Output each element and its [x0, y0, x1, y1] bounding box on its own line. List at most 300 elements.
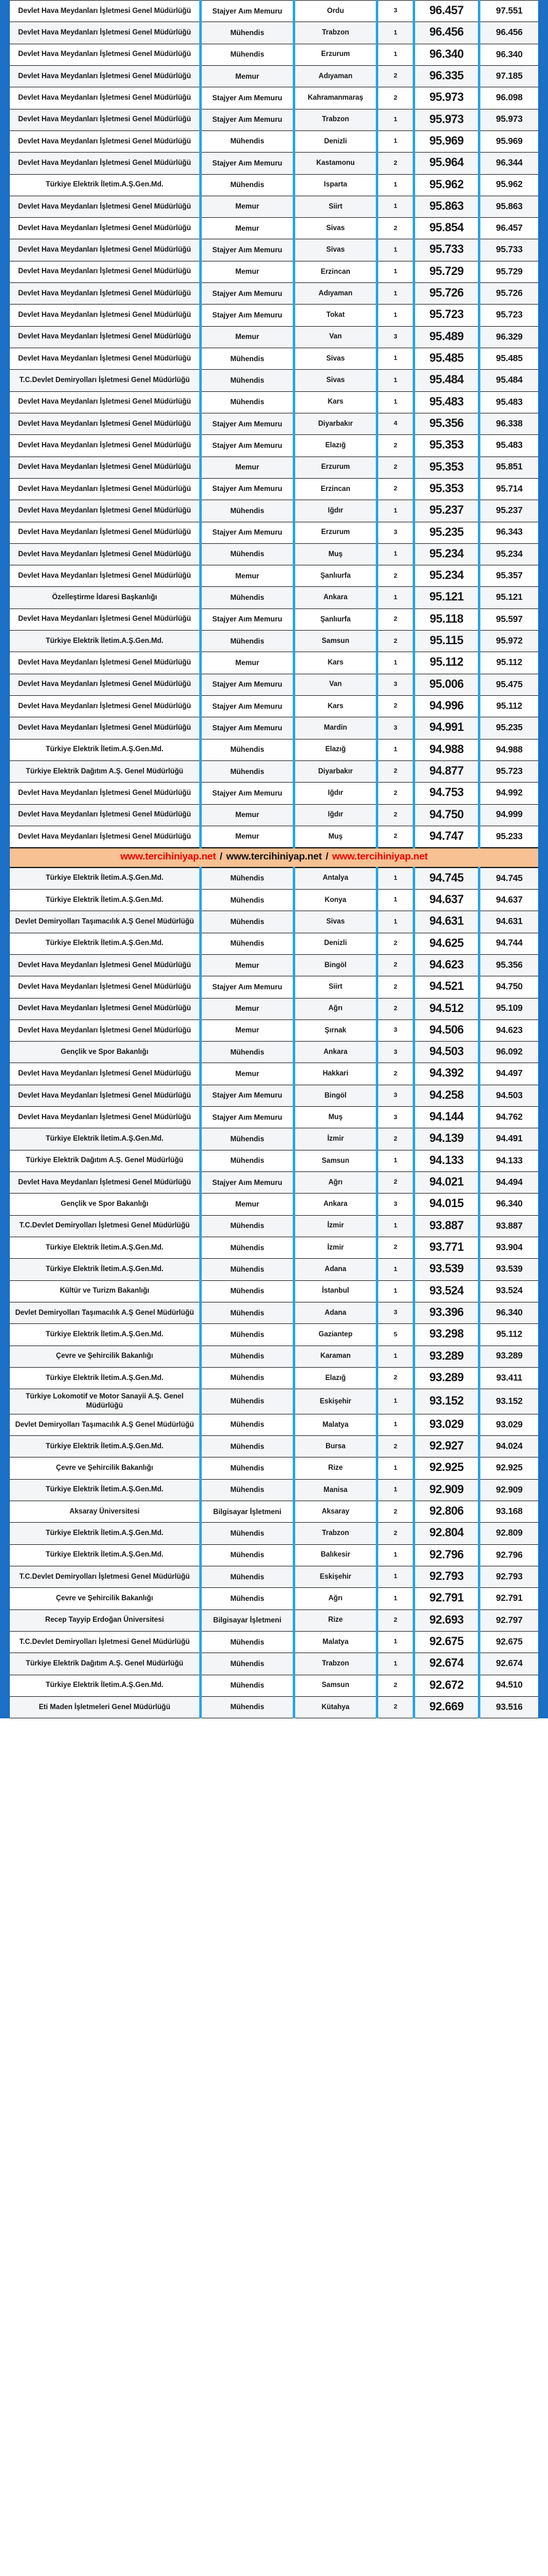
cell-province: Sivas	[294, 911, 377, 933]
table-row	[10, 391, 538, 413]
cell-max-score: 93.411	[479, 1367, 538, 1389]
cell-province: Mardin	[294, 717, 377, 739]
cell-quota: 1	[377, 1631, 414, 1653]
cell-institution: Türkiye Elektrik İletim.A.Ş.Gen.Md.	[10, 867, 201, 890]
cell-quota: 2	[377, 1436, 414, 1457]
cell-quota: 1	[377, 867, 414, 890]
cell-max-score: 94.992	[479, 783, 538, 804]
cell-min-score: 94.506	[414, 1019, 479, 1041]
table-row	[10, 1107, 538, 1128]
cell-title: Mühendis	[201, 1237, 294, 1258]
table-row	[10, 608, 538, 630]
cell-province: Eskişehir	[294, 1566, 377, 1588]
watermark-separator-2: /	[323, 851, 331, 863]
cell-quota: 1	[377, 739, 414, 760]
cell-institution: Devlet Hava Meydanları İşletmesi Genel Müdürlüğü	[10, 1063, 201, 1085]
cell-quota: 2	[377, 435, 414, 457]
cell-province: Bursa	[294, 1436, 377, 1457]
cell-province: İzmir	[294, 1237, 377, 1258]
cell-min-score: 95.006	[414, 674, 479, 695]
cell-max-score: 96.329	[479, 326, 538, 348]
cell-province: Malatya	[294, 1414, 377, 1435]
cell-max-score: 95.723	[479, 305, 538, 326]
cell-province: Sivas	[294, 218, 377, 239]
cell-title: Mühendis	[201, 631, 294, 652]
cell-institution: Eti Maden İşletmeleri Genel Müdürlüğü	[10, 1696, 201, 1718]
cell-max-score: 94.744	[479, 933, 538, 954]
cell-province: Sivas	[294, 239, 377, 261]
cell-institution: Devlet Hava Meydanları İşletmesi Genel Müdürlüğü	[10, 500, 201, 522]
cell-title: Stajyer Aım Memuru	[201, 87, 294, 109]
cell-province: Ağrı	[294, 998, 377, 1019]
cell-min-score: 96.456	[414, 22, 479, 44]
cell-min-score: 94.988	[414, 739, 479, 760]
cell-min-score: 94.015	[414, 1194, 479, 1215]
table-row	[10, 1150, 538, 1171]
cell-institution: Devlet Hava Meydanları İşletmesi Genel Müdürlüğü	[10, 413, 201, 434]
cell-quota: 1	[377, 130, 414, 152]
cell-quota: 1	[377, 22, 414, 44]
cell-min-score: 92.927	[414, 1436, 479, 1457]
table-row	[10, 1566, 538, 1588]
cell-quota: 1	[377, 1215, 414, 1237]
cell-institution: Devlet Hava Meydanları İşletmesi Genel Müdürlüğü	[10, 565, 201, 587]
table-row	[10, 1436, 538, 1457]
cell-min-score: 92.925	[414, 1457, 479, 1479]
cell-title: Memur	[201, 218, 294, 239]
cell-institution: Türkiye Elektrik İletim.A.Ş.Gen.Md.	[10, 1128, 201, 1150]
cell-institution: Türkiye Elektrik İletim.A.Ş.Gen.Md.	[10, 1523, 201, 1544]
cell-province: Van	[294, 674, 377, 695]
cell-province: Trabzon	[294, 22, 377, 44]
table-row	[10, 1631, 538, 1653]
cell-title: Memur	[201, 65, 294, 87]
watermark-link-3[interactable]: www.tercihiniyap.net	[332, 851, 428, 863]
table-row	[10, 1479, 538, 1501]
cell-province: Elazığ	[294, 1367, 377, 1389]
cell-min-score: 95.723	[414, 305, 479, 326]
cell-institution: T.C.Devlet Demiryolları İşletmesi Genel Müdürlüğü	[10, 1566, 201, 1588]
table-row	[10, 717, 538, 739]
cell-max-score: 92.809	[479, 1523, 538, 1544]
cell-max-score: 95.484	[479, 370, 538, 391]
table-row	[10, 867, 538, 890]
cell-quota: 1	[377, 348, 414, 370]
cell-quota: 4	[377, 413, 414, 434]
cell-quota: 1	[377, 500, 414, 522]
cell-institution: Türkiye Elektrik İletim.A.Ş.Gen.Md.	[10, 889, 201, 911]
cell-institution: Devlet Hava Meydanları İşletmesi Genel Müdürlüğü	[10, 696, 201, 717]
table-row	[10, 478, 538, 500]
cell-province: Muş	[294, 543, 377, 565]
cell-max-score: 95.235	[479, 717, 538, 739]
cell-max-score: 96.457	[479, 218, 538, 239]
cell-max-score: 94.762	[479, 1107, 538, 1128]
cell-province: Sivas	[294, 370, 377, 391]
table-row	[10, 1042, 538, 1063]
table-row	[10, 196, 538, 217]
cell-province: Bingöl	[294, 954, 377, 976]
cell-title: Mühendis	[201, 1653, 294, 1675]
cell-title: Stajyer Aım Memuru	[201, 305, 294, 326]
cell-min-score: 92.793	[414, 1566, 479, 1588]
cell-institution: Devlet Demiryolları Taşımacılık A.Ş Genel Müdürlüğü	[10, 1414, 201, 1435]
cell-province: Erzincan	[294, 478, 377, 500]
cell-min-score: 93.524	[414, 1280, 479, 1302]
cell-min-score: 92.693	[414, 1609, 479, 1631]
cell-min-score: 94.392	[414, 1063, 479, 1085]
cell-min-score: 95.356	[414, 413, 479, 434]
cell-institution: Çevre ve Şehircilik Bakanlığı	[10, 1588, 201, 1609]
cell-province: Hakkari	[294, 1063, 377, 1085]
cell-min-score: 93.887	[414, 1215, 479, 1237]
cell-institution: Devlet Hava Meydanları İşletmesi Genel Müdürlüğü	[10, 239, 201, 261]
cell-quota: 2	[377, 783, 414, 804]
cell-institution: Devlet Hava Meydanları İşletmesi Genel Müdürlüğü	[10, 326, 201, 348]
table-row	[10, 218, 538, 239]
cell-min-score: 94.637	[414, 889, 479, 911]
cell-institution: Devlet Hava Meydanları İşletmesi Genel Müdürlüğü	[10, 804, 201, 826]
table-row	[10, 239, 538, 261]
cell-institution: Devlet Demiryolları Taşımacılık A.Ş Genel Müdürlüğü	[10, 1302, 201, 1323]
table-row	[10, 1172, 538, 1194]
table-row	[10, 44, 538, 65]
cell-province: Kastamonu	[294, 153, 377, 174]
cell-quota: 2	[377, 1128, 414, 1150]
cell-quota: 2	[377, 696, 414, 717]
cell-max-score: 93.516	[479, 1696, 538, 1718]
cell-max-score: 95.112	[479, 652, 538, 674]
cell-province: Van	[294, 326, 377, 348]
cell-title: Mühendis	[201, 1523, 294, 1544]
cell-quota: 2	[377, 478, 414, 500]
cell-min-score: 92.806	[414, 1501, 479, 1523]
table-row	[10, 954, 538, 976]
table-row	[10, 1367, 538, 1389]
cell-institution: Devlet Hava Meydanları İşletmesi Genel Müdürlüğü	[10, 153, 201, 174]
table-row	[10, 783, 538, 804]
cell-quota: 1	[377, 543, 414, 565]
cell-institution: Devlet Demiryolları Taşımacılık A.Ş Genel Müdürlüğü	[10, 911, 201, 933]
cell-title: Mühendis	[201, 500, 294, 522]
cell-province: Samsun	[294, 1675, 377, 1696]
cell-quota: 2	[377, 218, 414, 239]
cell-province: Erzurum	[294, 522, 377, 543]
cell-title: Mühendis	[201, 1566, 294, 1588]
table-row	[10, 1696, 538, 1718]
cell-quota: 1	[377, 1280, 414, 1302]
cell-quota: 1	[377, 911, 414, 933]
cell-quota: 3	[377, 522, 414, 543]
cell-title: Stajyer Aım Memuru	[201, 1, 294, 22]
cell-province: Diyarbakır	[294, 413, 377, 434]
cell-institution: Devlet Hava Meydanları İşletmesi Genel Müdürlüğü	[10, 109, 201, 130]
cell-quota: 2	[377, 1501, 414, 1523]
cell-min-score: 93.029	[414, 1414, 479, 1435]
cell-min-score: 94.991	[414, 717, 479, 739]
cell-institution: Türkiye Elektrik İletim.A.Ş.Gen.Md.	[10, 1544, 201, 1566]
cell-max-score: 93.289	[479, 1346, 538, 1367]
cell-max-score: 92.674	[479, 1653, 538, 1675]
cell-title: Mühendis	[201, 1479, 294, 1501]
cell-title: Mühendis	[201, 391, 294, 413]
cell-min-score: 95.237	[414, 500, 479, 522]
cell-title: Mühendis	[201, 44, 294, 65]
cell-title: Mühendis	[201, 1389, 294, 1414]
cell-max-score: 95.962	[479, 174, 538, 196]
table-row	[10, 65, 538, 87]
cell-max-score: 95.723	[479, 760, 538, 782]
cell-min-score: 95.973	[414, 109, 479, 130]
cell-quota: 3	[377, 674, 414, 695]
cell-min-score: 95.234	[414, 543, 479, 565]
cell-min-score: 94.512	[414, 998, 479, 1019]
cell-institution: Türkiye Elektrik Dağıtım A.Ş. Genel Müdürlüğü	[10, 1653, 201, 1675]
cell-min-score: 93.396	[414, 1302, 479, 1323]
cell-institution: Recep Tayyip Erdoğan Üniversitesi	[10, 1609, 201, 1631]
cell-title: Bilgisayar İşletmeni	[201, 1501, 294, 1523]
table-row	[10, 348, 538, 370]
cell-province: Samsun	[294, 1150, 377, 1171]
cell-province: Denizli	[294, 933, 377, 954]
table-row	[10, 1389, 538, 1414]
cell-province: Erzurum	[294, 457, 377, 478]
cell-max-score: 96.340	[479, 1194, 538, 1215]
cell-quota: 1	[377, 391, 414, 413]
table-row	[10, 87, 538, 109]
table-row	[10, 739, 538, 760]
cell-min-score: 94.631	[414, 911, 479, 933]
cell-institution: Devlet Hava Meydanları İşletmesi Genel Müdürlüğü	[10, 478, 201, 500]
cell-min-score: 94.745	[414, 867, 479, 890]
cell-max-score: 95.729	[479, 261, 538, 282]
cell-province: Erzincan	[294, 261, 377, 282]
cell-institution: Devlet Hava Meydanları İşletmesi Genel Müdürlüğü	[10, 457, 201, 478]
cell-quota: 1	[377, 1389, 414, 1414]
cell-quota: 5	[377, 1324, 414, 1346]
cell-province: Balıkesir	[294, 1544, 377, 1566]
cell-max-score: 95.863	[479, 196, 538, 217]
cell-quota: 2	[377, 1367, 414, 1389]
cell-institution: Türkiye Elektrik İletim.A.Ş.Gen.Md.	[10, 1479, 201, 1501]
cell-min-score: 92.672	[414, 1675, 479, 1696]
cell-quota: 1	[377, 283, 414, 305]
cell-title: Stajyer Aım Memuru	[201, 674, 294, 695]
table-row	[10, 1019, 538, 1041]
cell-title: Mühendis	[201, 1414, 294, 1435]
cell-institution: Devlet Hava Meydanları İşletmesi Genel Müdürlüğü	[10, 652, 201, 674]
watermark-link-2[interactable]: www.tercihiniyap.net	[226, 851, 322, 863]
cell-max-score: 94.988	[479, 739, 538, 760]
cell-quota: 3	[377, 717, 414, 739]
cell-max-score: 96.456	[479, 22, 538, 44]
cell-max-score: 93.168	[479, 1501, 538, 1523]
watermark-link-1[interactable]: www.tercihiniyap.net	[120, 851, 216, 863]
table-row	[10, 1457, 538, 1479]
cell-min-score: 95.353	[414, 478, 479, 500]
cell-quota: 2	[377, 65, 414, 87]
cell-title: Mühendis	[201, 348, 294, 370]
cell-institution: Devlet Hava Meydanları İşletmesi Genel Müdürlüğü	[10, 674, 201, 695]
cell-quota: 2	[377, 153, 414, 174]
cell-max-score: 94.503	[479, 1085, 538, 1106]
cell-quota: 2	[377, 457, 414, 478]
watermark-row	[10, 848, 538, 867]
cell-title: Mühendis	[201, 867, 294, 890]
cell-province: Diyarbakır	[294, 760, 377, 782]
cell-min-score: 95.973	[414, 87, 479, 109]
cell-title: Memur	[201, 652, 294, 674]
cell-title: Mühendis	[201, 933, 294, 954]
cell-min-score: 95.969	[414, 130, 479, 152]
cell-title: Mühendis	[201, 1367, 294, 1389]
cell-min-score: 94.747	[414, 826, 479, 848]
cell-title: Mühendis	[201, 1128, 294, 1150]
cell-quota: 3	[377, 1019, 414, 1041]
cell-province: Elazığ	[294, 739, 377, 760]
cell-province: İstanbul	[294, 1280, 377, 1302]
cell-title: Memur	[201, 998, 294, 1019]
cell-institution: Devlet Hava Meydanları İşletmesi Genel Müdürlüğü	[10, 1107, 201, 1128]
cell-province: Samsun	[294, 631, 377, 652]
cell-institution: Gençlik ve Spor Bakanlığı	[10, 1042, 201, 1063]
cell-quota: 1	[377, 261, 414, 282]
cell-title: Memur	[201, 326, 294, 348]
cell-max-score: 94.510	[479, 1675, 538, 1696]
cell-max-score: 92.675	[479, 1631, 538, 1653]
cell-quota: 2	[377, 1172, 414, 1194]
cell-title: Stajyer Aım Memuru	[201, 239, 294, 261]
cell-min-score: 93.289	[414, 1367, 479, 1389]
cell-quota: 1	[377, 109, 414, 130]
cell-title: Stajyer Aım Memuru	[201, 976, 294, 998]
cell-title: Memur	[201, 565, 294, 587]
cell-institution: Türkiye Elektrik İletim.A.Ş.Gen.Md.	[10, 1675, 201, 1696]
cell-title: Memur	[201, 457, 294, 478]
cell-max-score: 94.999	[479, 804, 538, 826]
cell-province: Elazığ	[294, 435, 377, 457]
cell-min-score: 93.539	[414, 1259, 479, 1280]
cell-max-score: 95.851	[479, 457, 538, 478]
cell-min-score: 95.112	[414, 652, 479, 674]
cell-institution: Aksaray Üniversitesi	[10, 1501, 201, 1523]
cell-max-score: 92.793	[479, 1566, 538, 1588]
table-row	[10, 522, 538, 543]
cell-max-score: 95.714	[479, 478, 538, 500]
table-row	[10, 1501, 538, 1523]
table-row	[10, 1523, 538, 1544]
cell-title: Mühendis	[201, 22, 294, 44]
cell-quota: 1	[377, 370, 414, 391]
cell-institution: Devlet Hava Meydanları İşletmesi Genel Müdürlüğü	[10, 22, 201, 44]
cell-quota: 3	[377, 1085, 414, 1106]
table-row	[10, 1194, 538, 1215]
cell-max-score: 96.098	[479, 87, 538, 109]
cell-min-score: 95.353	[414, 457, 479, 478]
cell-min-score: 95.962	[414, 174, 479, 196]
cell-province: Iğdır	[294, 804, 377, 826]
table-row	[10, 804, 538, 826]
cell-province: Adana	[294, 1302, 377, 1323]
cell-institution: Devlet Hava Meydanları İşletmesi Genel Müdürlüğü	[10, 44, 201, 65]
cell-min-score: 95.484	[414, 370, 479, 391]
cell-province: Ankara	[294, 1194, 377, 1215]
table-row	[10, 998, 538, 1019]
cell-institution: Türkiye Elektrik İletim.A.Ş.Gen.Md.	[10, 631, 201, 652]
cell-max-score: 92.791	[479, 1588, 538, 1609]
cell-min-score: 92.796	[414, 1544, 479, 1566]
cell-quota: 1	[377, 196, 414, 217]
cell-max-score: 95.597	[479, 608, 538, 630]
cell-quota: 1	[377, 652, 414, 674]
table-row	[10, 130, 538, 152]
cell-institution: Türkiye Elektrik İletim.A.Ş.Gen.Md.	[10, 174, 201, 196]
cell-min-score: 94.021	[414, 1172, 479, 1194]
cell-max-score: 96.340	[479, 1302, 538, 1323]
cell-province: Şanlıurfa	[294, 565, 377, 587]
table-row	[10, 109, 538, 130]
cell-max-score: 97.551	[479, 1, 538, 22]
cell-max-score: 95.733	[479, 239, 538, 261]
cell-title: Mühendis	[201, 1215, 294, 1237]
cell-institution: Devlet Hava Meydanları İşletmesi Genel Müdürlüğü	[10, 87, 201, 109]
cell-quota: 3	[377, 326, 414, 348]
table-row	[10, 1302, 538, 1323]
cell-title: Memur	[201, 261, 294, 282]
table-row	[10, 1063, 538, 1085]
cell-max-score: 92.797	[479, 1609, 538, 1631]
cell-province: Ankara	[294, 1042, 377, 1063]
cell-max-score: 93.524	[479, 1280, 538, 1302]
cell-quota: 2	[377, 1237, 414, 1258]
cell-title: Mühendis	[201, 1631, 294, 1653]
cell-province: Siirt	[294, 976, 377, 998]
cell-institution: Türkiye Elektrik İletim.A.Ş.Gen.Md.	[10, 1436, 201, 1457]
cell-quota: 1	[377, 587, 414, 608]
cell-institution: Devlet Hava Meydanları İşletmesi Genel Müdürlüğü	[10, 1, 201, 22]
cell-province: Erzurum	[294, 44, 377, 65]
cell-institution: Devlet Hava Meydanları İşletmesi Genel Müdürlüğü	[10, 608, 201, 630]
cell-institution: Devlet Hava Meydanları İşletmesi Genel Müdürlüğü	[10, 543, 201, 565]
cell-title: Mühendis	[201, 1346, 294, 1367]
cell-max-score: 94.494	[479, 1172, 538, 1194]
cell-quota: 2	[377, 1675, 414, 1696]
cell-quota: 2	[377, 1696, 414, 1718]
cell-quota: 1	[377, 174, 414, 196]
cell-title: Mühendis	[201, 1302, 294, 1323]
cell-title: Mühendis	[201, 1696, 294, 1718]
cell-title: Stajyer Aım Memuru	[201, 1107, 294, 1128]
cell-max-score: 96.338	[479, 413, 538, 434]
cell-max-score: 95.726	[479, 283, 538, 305]
cell-min-score: 93.289	[414, 1346, 479, 1367]
cell-min-score: 95.121	[414, 587, 479, 608]
table-row	[10, 1675, 538, 1696]
cell-quota: 1	[377, 1479, 414, 1501]
cell-quota: 1	[377, 1346, 414, 1367]
table-row	[10, 1259, 538, 1280]
cell-province: Adıyaman	[294, 283, 377, 305]
cell-province: Muş	[294, 826, 377, 848]
cell-min-score: 94.625	[414, 933, 479, 954]
cell-institution: Devlet Hava Meydanları İşletmesi Genel Müdürlüğü	[10, 283, 201, 305]
cell-title: Memur	[201, 804, 294, 826]
cell-max-score: 95.972	[479, 631, 538, 652]
cell-max-score: 94.623	[479, 1019, 538, 1041]
cell-quota: 1	[377, 1414, 414, 1435]
cell-title: Mühendis	[201, 1544, 294, 1566]
cell-quota: 1	[377, 1259, 414, 1280]
